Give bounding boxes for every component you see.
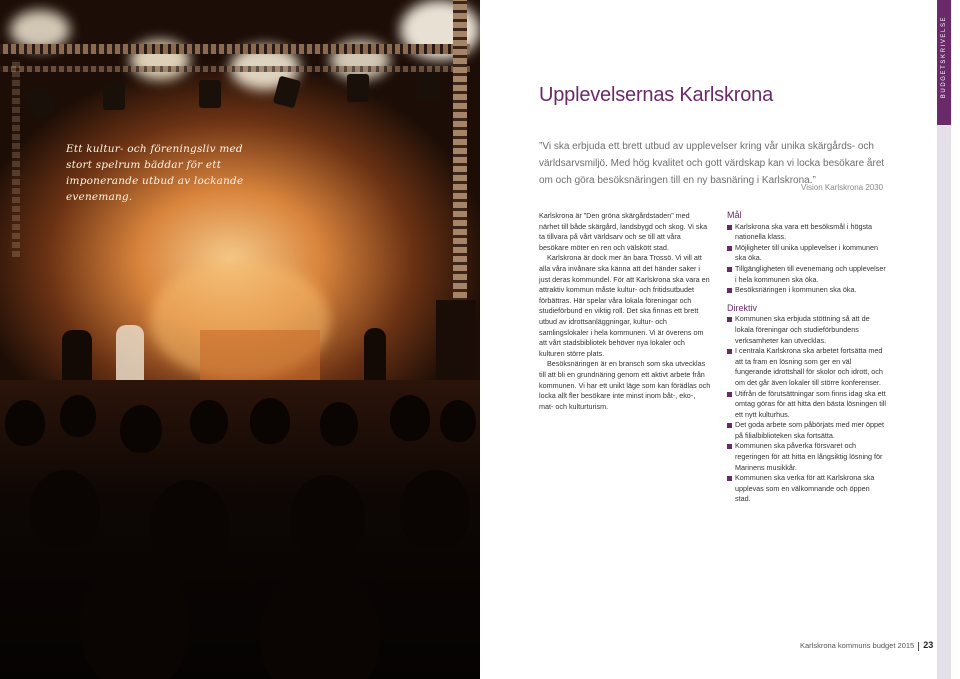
goal-item: Besöksnäringen i kommunen ska öka.: [727, 285, 887, 296]
directives-heading: Direktiv: [727, 302, 758, 313]
body-paragraph: Besöksnäringen är en bransch som ska utvecklas till att bli en grundnäring genom ett aktivt arbete från kommunen. Vi har ett unikt läge som kan förädlas och locka allt fler besökare inte minst inom båt-, eko-, mat- och kulturturism.: [539, 359, 711, 411]
goal-item: Möjligheter till unika upplevelser i kommunen ska öka.: [727, 243, 887, 264]
body-paragraph: Karlskrona är ”Den gröna skärgårdstaden” med närhet till både skärgård, landsbygd och skog. Vi ska ta tillvara på vårt världsarv och se till att våra besökare möter en ren och välskött stad.: [539, 211, 708, 252]
page-number: 23: [923, 640, 934, 650]
directive-item: Det goda arbete som påbörjats med mer öppet på filialbiblioteken ska fortsätta.: [727, 420, 887, 441]
body-column: [539, 211, 711, 412]
photo-tagline: Ett kultur- och föreningsliv med stort spelrum bäddar för ett imponerande utbud av lockande evenemang.: [66, 143, 244, 203]
vision-quote: ”Vi ska erbjuda ett brett utbud av upplevelser kring vår unika skärgårds- och världsarvsmiljö. Med hög kvalitet och gott värdskap kan vi locka besökare året om och göra besöksnäringen till en ny basnäring i Karlskrona.”: [539, 141, 885, 186]
directive-item: Kommunen ska erbjuda stöttning så att de lokala föreningar och studieförbundens verksamheter kan utvecklas.: [727, 314, 887, 346]
directive-item: Kommunen ska verka för att Karlskrona ska upplevas som en välkomnande och öppen stad.: [727, 473, 887, 505]
goal-item: Karlskrona ska vara ett besöksmål i högsta nationella klass.: [727, 222, 887, 243]
quote-source: Vision Karlskrona 2030: [801, 183, 884, 192]
directives-list: [727, 314, 887, 505]
body-paragraph: Karlskrona är dock mer än bara Trossö. Vi vill att alla våra invånare ska känna att det händer saker i just deras kommundel. För att Karlskrona ska vara en attraktiv kommun måste kultur- och fritidsutbudet förbättras. Här spelar våra lokala föreningar och studieförbund en viktig roll. Det ska finnas ett brett utbud av idrottsanläggningar, kultur- och samlingslokaler i hela kommunen. Vi är överens om att vårt stadsbibliotek behöver nya lokaler och kulturen större plats.: [539, 253, 710, 358]
section-tab: [937, 0, 951, 125]
page-margin: [951, 0, 960, 679]
footer-divider: [918, 642, 919, 651]
footer-text: Karlskrona kommuns budget 2015: [800, 641, 915, 650]
section-tab-label: BUDGETSKRIVELSE: [941, 15, 947, 99]
goals-list: [727, 222, 887, 296]
directive-item: I centrala Karlskrona ska arbetet fortsätta med att ta fram en lösning som ger en väl fungerande idrottshall för skolor och idrott, och om det går även lokaler till större konferenser.: [727, 346, 887, 388]
page-title: Upplevelsernas Karlskrona: [539, 84, 774, 106]
goals-heading: Mål: [727, 210, 742, 220]
directive-item: Utifrån de förutsättningar som finns idag ska ett omtag göras för att hitta den bästa lösningen till ett nytt kulturhus.: [727, 389, 887, 421]
page-footer: [800, 640, 933, 651]
goals-directives-column: [727, 210, 887, 512]
goal-item: Tillgängligheten till evenemang och upplevelser i hela kommunen ska öka.: [727, 264, 887, 285]
directive-item: Kommunen ska påverka försvaret och regeringen för att hitta en långsiktig lösning för Marinens musikkår.: [727, 441, 887, 473]
